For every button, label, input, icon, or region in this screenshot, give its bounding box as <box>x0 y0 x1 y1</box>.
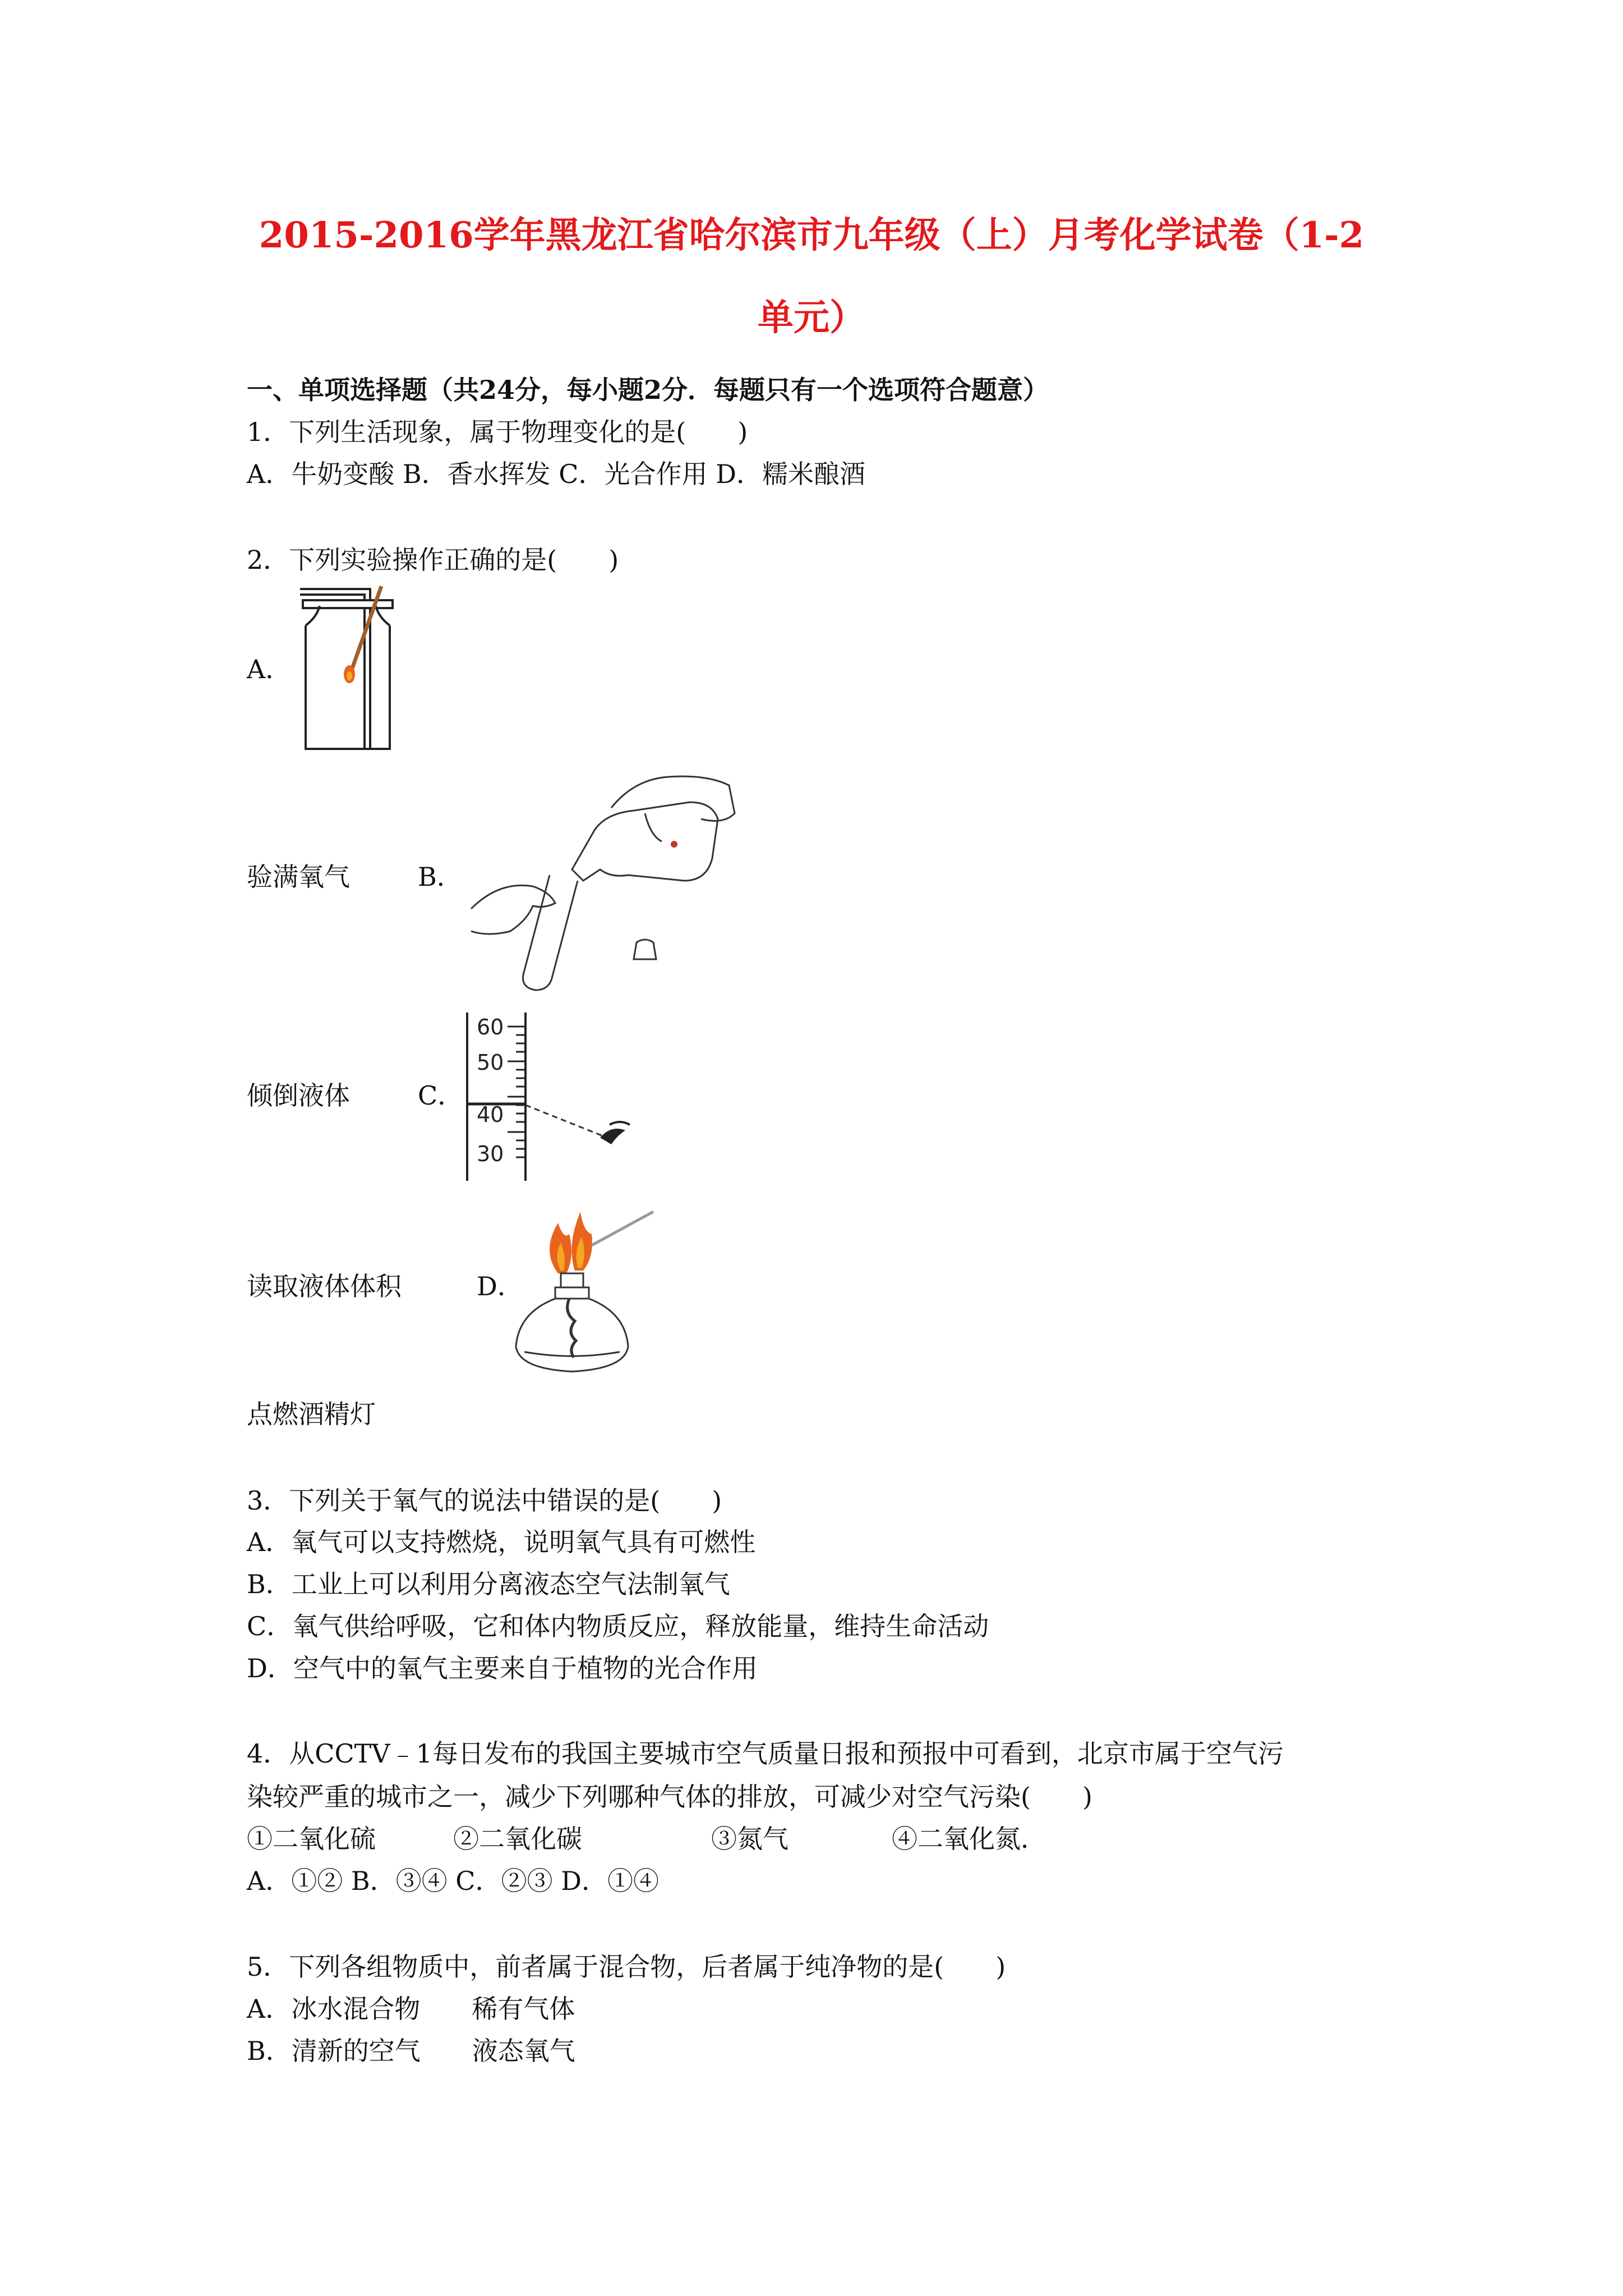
page-title-line1: 2015-2016学年黑龙江省哈尔滨市九年级（上）月考化学试卷（1-2 <box>259 214 1364 256</box>
option-c-letter: C． <box>418 1080 464 1111</box>
pouring-liquid-figure <box>465 769 740 999</box>
question-2-stem: 2．下列实验操作正确的是( ) <box>247 545 619 575</box>
question-5-option-b: B．清新的空气 液态氧气 <box>247 2036 575 2066</box>
question-4-options: A．①② B．③④ C．②③ D．①④ <box>247 1866 659 1896</box>
option-c-caption: 读取液体体积 <box>247 1271 402 1301</box>
question-4-stem-line2: 染较严重的城市之一，减少下列哪种气体的排放，可减少对空气污染( ) <box>247 1782 1092 1812</box>
option-b-caption: 倾倒液体 <box>247 1080 350 1111</box>
option-d-caption: 点燃酒精灯 <box>247 1399 376 1429</box>
alcohol-lamp-figure <box>513 1200 659 1380</box>
cylinder-mark-40: 40 <box>477 1102 504 1127</box>
question-3-option-b: B．工业上可以利用分离液态空气法制氧气 <box>247 1569 730 1599</box>
question-1-stem: 1．下列生活现象，属于物理变化的是( ) <box>247 417 748 447</box>
question-3-option-c: C．氧气供给呼吸，它和体内物质反应，释放能量，维持生命活动 <box>247 1611 989 1641</box>
option-b-letter: B． <box>418 862 463 892</box>
option-a-caption: 验满氧气 <box>247 862 350 892</box>
cylinder-mark-60: 60 <box>477 1015 504 1039</box>
cylinder-mark-30: 30 <box>477 1142 504 1166</box>
cylinder-mark-50: 50 <box>477 1050 504 1075</box>
question-3-option-a: A．氧气可以支持燃烧，说明氧气具有可燃性 <box>247 1527 756 1557</box>
question-4-stem-line1: 4．从CCTV﹣1每日发布的我国主要城市空气质量日报和预报中可看到，北京市属于空气污 <box>247 1738 1284 1769</box>
question-3-option-d: D．空气中的氧气主要来自于植物的光合作用 <box>247 1653 758 1683</box>
reading-volume-figure <box>463 1010 648 1184</box>
question-5-stem: 5．下列各组物质中，前者属于混合物，后者属于纯净物的是( ) <box>247 1952 1006 1982</box>
section-heading: 一、单项选择题（共24分，每小题2分．每题只有一个选项符合题意） <box>247 375 1049 405</box>
page-title-line2: 单元） <box>758 297 865 339</box>
question-4-items: ①二氧化硫 ②二氧化碳 ③氮气 ④二氧化氮． <box>247 1824 1046 1854</box>
question-3-stem: 3．下列关于氧气的说法中错误的是( ) <box>247 1485 722 1516</box>
question-1-options: A．牛奶变酸 B．香水挥发 C．光合作用 D．糯米酿酒 <box>247 459 865 489</box>
option-a-letter: A． <box>247 654 292 684</box>
option-d-letter: D． <box>477 1271 523 1301</box>
question-5-option-a: A．冰水混合物 稀有气体 <box>247 1994 575 2024</box>
oxygen-full-test-figure <box>294 583 418 757</box>
